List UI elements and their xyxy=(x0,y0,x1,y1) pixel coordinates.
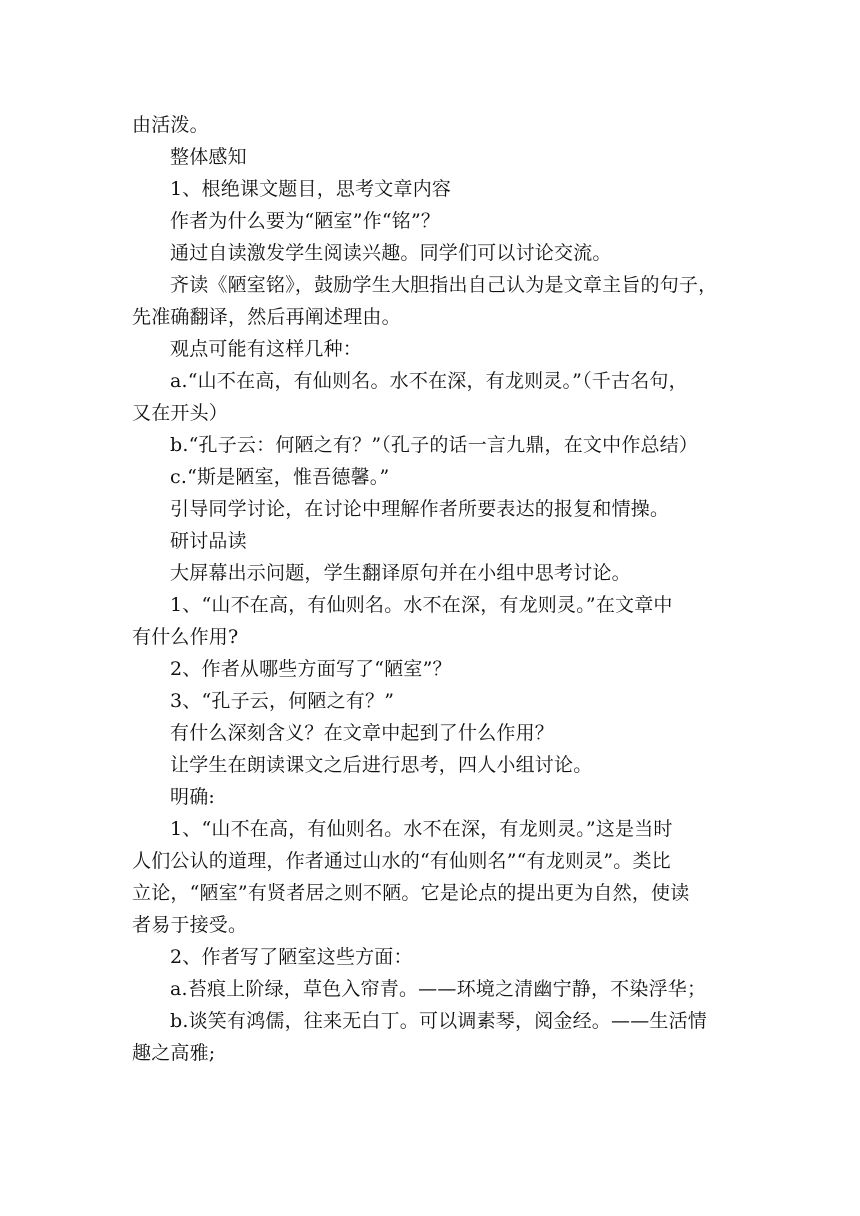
paragraph-line: a.苔痕上阶绿，草色入帘青。——环境之清幽宁静，不染浮华； xyxy=(170,978,707,1000)
paragraph-line: 1、“山不在高，有仙则名。水不在深，有龙则灵。”在文章中 xyxy=(170,594,673,616)
paragraph-line: 1、“山不在高，有仙则名。水不在深，有龙则灵。”这是当时 xyxy=(170,818,673,840)
paragraph-line: 2、作者写了陋室这些方面： xyxy=(170,946,413,968)
paragraph-line: 通过自读激发学生阅读兴趣。同学们可以讨论交流。 xyxy=(170,242,612,264)
paragraph-line: 趣之高雅; xyxy=(132,1042,216,1064)
paragraph-line: 2、作者从哪些方面写了“陋室”？ xyxy=(170,658,452,680)
document-body xyxy=(132,109,732,1069)
paragraph-line: b.谈笑有鸿儒，往来无白丁。可以调素琴，阅金经。——生活情 xyxy=(170,1010,708,1032)
paragraph-line: b.“孔子云：何陋之有？”（孔子的话一言九鼎，在文中作总结） xyxy=(170,434,699,456)
paragraph-line: 由活泼。 xyxy=(132,114,209,136)
paragraph-line: 又在开头） xyxy=(132,402,229,424)
paragraph-line: 3、“孔子云，何陋之有？” xyxy=(170,690,395,712)
paragraph-line: 有什么作用? xyxy=(132,626,239,648)
paragraph-line: 1、根绝课文题目，思考文章内容 xyxy=(170,178,452,200)
section-heading: 研讨品读 xyxy=(170,530,247,552)
paragraph-line: 大屏幕出示问题，学生翻译原句并在小组中思考讨论。 xyxy=(170,562,631,584)
paragraph-line: 立论，“陋室”有贤者居之则不陋。它是论点的提出更为自然，使读 xyxy=(132,882,690,904)
paragraph-line: a.“山不在高，有仙则名。水不在深，有龙则灵。”（千古名句， xyxy=(170,370,688,392)
paragraph-line: 有什么深刻含义？在文章中起到了什么作用？ xyxy=(170,722,555,744)
paragraph-line: 明确: xyxy=(170,786,216,808)
paragraph-line: 观点可能有这样几种： xyxy=(170,338,363,360)
paragraph-line: 者易于接受。 xyxy=(132,914,248,936)
paragraph-line: 让学生在朗读课文之后进行思考，四人小组讨论。 xyxy=(170,754,593,776)
section-heading: 整体感知 xyxy=(170,146,247,168)
paragraph-line: 作者为什么要为“陋室”作“铭”？ xyxy=(170,210,441,232)
paragraph-line: c.“斯是陋室，惟吾德馨。” xyxy=(170,466,390,488)
paragraph-line: 引导同学讨论，在讨论中理解作者所要表达的报复和情操。 xyxy=(170,498,670,520)
paragraph-line: 人们公认的道理，作者通过山水的“有仙则名”“有龙则灵”。类比 xyxy=(132,850,671,872)
paragraph-line: 齐读《陋室铭》，鼓励学生大胆指出自己认为是文章主旨的句子， xyxy=(170,274,718,296)
paragraph-line: 先准确翻译，然后再阐述理由。 xyxy=(132,306,401,328)
